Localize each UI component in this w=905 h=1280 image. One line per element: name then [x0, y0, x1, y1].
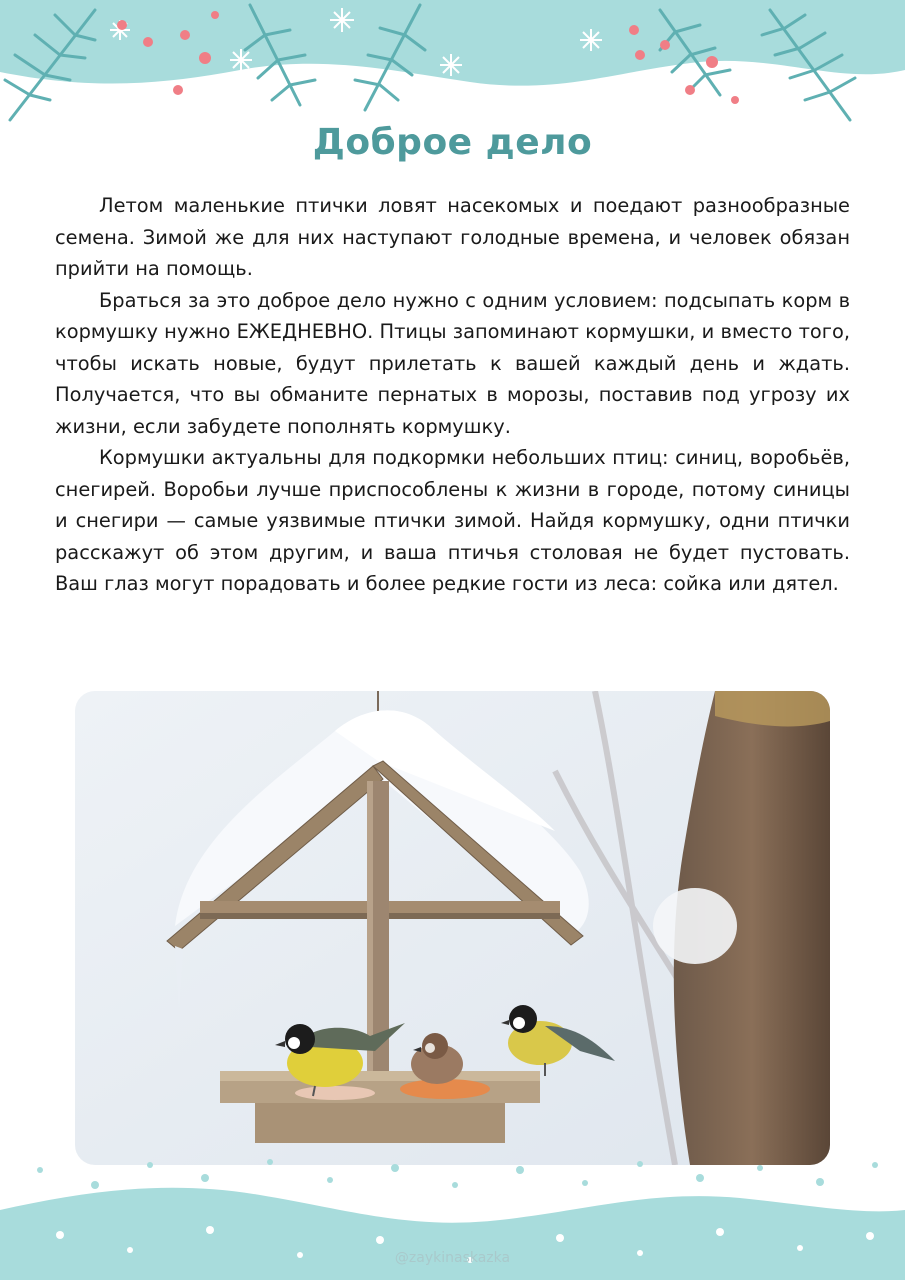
watermark: @zaykinaskazka	[394, 1250, 511, 1266]
bottom-wave	[0, 1188, 905, 1280]
paragraph-1: Летом маленькие птички ловят насекомых и поедают разнообразные семена. Зимой же для них наступают голодные времена, и человек обязан прийти на помощь.	[55, 194, 850, 280]
article-text	[55, 190, 850, 600]
top-winter-decoration	[0, 0, 905, 130]
paragraph-2: Браться за это доброе дело нужно с одним условием: подсыпать корм в кормушку нужно ЕЖЕДНЕВНО. Птицы запоминают кормушки, и вместо того, чтобы искать новые, будут прилетать к вашей каждый день и ждать. Получается, что вы обманите пернатых в морозы, поставив под угрозу их жизни, если забудете пополнять кормушку.	[55, 288, 850, 438]
page-title: Доброе дело	[312, 122, 593, 163]
bird-feeder-photo	[75, 691, 830, 1165]
paragraph-3: Кормушки актуальны для подкормки небольших птиц: синиц, воробьёв, снегирей. Воробьи лучше приспособлены к жизни в городе, потому синицы и снегири — самые уязвимые птички зимой. Найдя кормушку, одни птички расскажут об этом другим, и ваша птичья столовая не будет пустовать. Ваш глаз могут порадовать и более редкие гости из леса: сойка или дятел.	[55, 446, 850, 595]
top-wave	[0, 0, 905, 86]
